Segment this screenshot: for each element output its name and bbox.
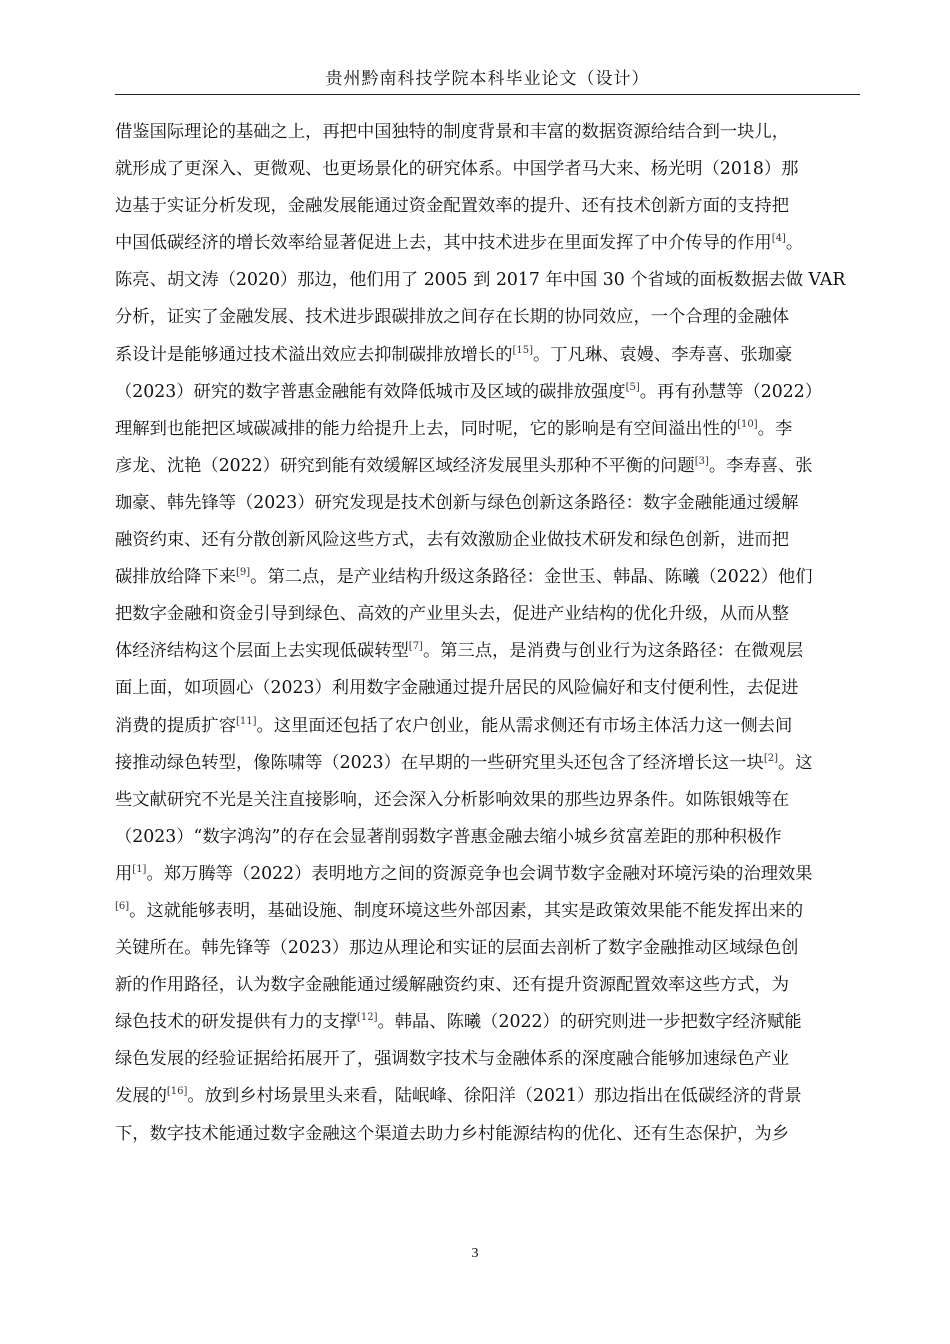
citation-marker: [9] bbox=[235, 567, 251, 579]
text-line bbox=[115, 708, 862, 745]
text-line bbox=[115, 448, 862, 485]
text-segment: （2023）研究的数字普惠金融能有效降低城市及区域的碳排放强度 bbox=[115, 381, 626, 402]
text-segment: 系设计是能够通过技术溢出效应去抑制碳排放增长的 bbox=[115, 344, 513, 365]
header-rule bbox=[115, 94, 860, 95]
citation-marker: [10] bbox=[737, 418, 758, 430]
text-line bbox=[115, 930, 862, 967]
text-line bbox=[115, 411, 862, 448]
citation-marker: [16] bbox=[166, 1086, 188, 1098]
text-segment: 。郑万腾等（2022）表明地方之间的资源竞争也会调节数字金融对环境污染的治理效果 bbox=[146, 863, 813, 884]
text-line bbox=[115, 745, 862, 782]
text-segment: 。这里面还包括了农户创业，能从需求侧还有市场主体活力这一侧去间 bbox=[256, 715, 793, 736]
text-segment: 。韩晶、陈曦（2022）的研究则进一步把数字经济赋能 bbox=[377, 1012, 802, 1033]
text-segment: 陈亮、胡文涛（2020）那边，他们用了 2005 到 2017 年中国 30 个省域的面板数据去做 VAR bbox=[115, 270, 846, 291]
text-segment: 关键所在。韩先锋等（2023）那边从理论和实证的层面去剖析了数字金融推动区域绿色创 bbox=[115, 938, 799, 959]
text-line bbox=[115, 485, 862, 522]
text-segment: 用 bbox=[115, 863, 133, 884]
text-segment: 借鉴国际理论的基础之上，再把中国独特的制度背景和丰富的数据资源给结合到一块儿， bbox=[115, 122, 789, 142]
citation-marker: [15] bbox=[512, 344, 534, 356]
running-header: 贵州黔南科技学院本科毕业论文（设计） bbox=[325, 69, 650, 89]
text-segment: 。李 bbox=[757, 418, 793, 439]
body-text bbox=[115, 114, 862, 1153]
text-line bbox=[115, 856, 862, 893]
text-line bbox=[115, 225, 862, 262]
text-segment: 融资约束、还有分散创新风险这些方式，去有效激励企业做技术研发和绿色创新，进而把 bbox=[115, 530, 789, 551]
citation-marker: [11] bbox=[235, 715, 257, 727]
citation-marker: [7] bbox=[408, 641, 423, 653]
text-line bbox=[115, 819, 862, 856]
text-line bbox=[115, 374, 862, 411]
text-line bbox=[115, 262, 862, 299]
text-line bbox=[115, 893, 862, 930]
text-segment: 消费的提质扩容 bbox=[115, 715, 236, 736]
text-segment: 珈豪、韩先锋等（2023）研究发现是技术创新与绿色创新这条路径：数字金融能通过缓解 bbox=[115, 492, 799, 513]
citation-marker: [3] bbox=[694, 455, 709, 467]
text-segment: 新的作用路径，认为数字金融能通过缓解融资约束、还有提升资源配置效率这些方式，为 bbox=[115, 975, 789, 996]
text-line bbox=[115, 1004, 862, 1041]
text-segment: 绿色技术的研发提供有力的支撑 bbox=[115, 1012, 357, 1033]
text-segment: 绿色发展的经验证据给拓展开了，强调数字技术与金融体系的深度融合能够加速绿色产业 bbox=[115, 1049, 789, 1070]
text-line bbox=[115, 114, 862, 151]
text-line bbox=[115, 782, 862, 819]
text-segment: 下，数字技术能通过数字金融这个渠道去助力乡村能源结构的优化、还有生态保护，为乡 bbox=[115, 1123, 789, 1144]
text-segment: 分析，证实了金融发展、技术进步跟碳排放之间存在长期的协同效应，一个合理的金融体 bbox=[115, 307, 789, 328]
text-segment: 。再有孙慧等（2022） bbox=[639, 381, 822, 402]
citation-marker: [2] bbox=[763, 752, 778, 764]
text-segment: 。丁凡琳、袁嫚、李寿喜、张珈豪 bbox=[533, 344, 793, 365]
text-line bbox=[115, 670, 862, 707]
text-segment: 。第二点，是产业结构升级这条路径：金世玉、韩晶、陈曦（2022）他们 bbox=[250, 567, 813, 588]
text-segment: 体经济结构这个层面上去实现低碳转型 bbox=[115, 641, 409, 662]
text-segment: 碳排放给降下来 bbox=[115, 567, 236, 588]
text-segment: 面上面，如项圆心（2023）利用数字金融通过提升居民的风险偏好和支付便利性，去促进 bbox=[115, 678, 799, 699]
text-line bbox=[115, 633, 862, 670]
citation-marker: [1] bbox=[132, 863, 147, 875]
citation-marker: [4] bbox=[771, 233, 786, 245]
text-line bbox=[115, 967, 862, 1004]
text-line bbox=[115, 337, 862, 374]
text-line bbox=[115, 1078, 862, 1115]
text-segment: 发展的 bbox=[115, 1086, 167, 1107]
text-segment: 。这 bbox=[778, 752, 813, 773]
text-segment: 些文献研究不光是关注直接影响，还会深入分析影响效果的那些边界条件。如陈银娥等在 bbox=[115, 789, 789, 810]
text-line bbox=[115, 596, 862, 633]
text-line bbox=[115, 522, 862, 559]
text-segment: 。放到乡村场景里头来看，陆岷峰、徐阳洋（2021）那边指出在低碳经济的背景 bbox=[187, 1086, 802, 1107]
page-number: 3 bbox=[471, 1246, 479, 1261]
text-segment: 彦龙、沈艳（2022）研究到能有效缓解区域经济发展里头那种不平衡的问题 bbox=[115, 455, 695, 476]
text-segment: 就形成了更深入、更微观、也更场景化的研究体系。中国学者马大来、杨光明（2018）那 bbox=[115, 159, 799, 180]
text-line bbox=[115, 151, 862, 188]
text-line bbox=[115, 188, 862, 225]
text-segment: 。这就能够表明，基础设施、制度环境这些外部因素，其实是政策效果能不能发挥出来的 bbox=[129, 900, 804, 921]
text-segment: 接推动绿色转型，像陈啸等（2023）在早期的一些研究里头还包含了经济增长这一块 bbox=[115, 752, 764, 773]
text-segment: 中国低碳经济的增长效率给显著促进上去，其中技术进步在里面发挥了中介传导的作用 bbox=[115, 233, 772, 254]
text-line bbox=[115, 559, 862, 596]
text-segment: 。李寿喜、张 bbox=[708, 455, 813, 476]
text-line bbox=[115, 299, 862, 336]
text-line bbox=[115, 1041, 862, 1078]
text-segment: 。第三点，是消费与创业行为这条路径：在微观层 bbox=[422, 641, 804, 662]
text-segment: 理解到也能把区域碳减排的能力给提升上去，同时呢，它的影响是有空间溢出性的 bbox=[115, 418, 738, 439]
text-segment: 。 bbox=[785, 233, 804, 254]
text-segment: 把数字金融和资金引导到绿色、高效的产业里头去，促进产业结构的优化升级，从而从整 bbox=[115, 604, 789, 625]
citation-marker: [5] bbox=[625, 381, 640, 393]
citation-marker: [12] bbox=[356, 1012, 378, 1024]
text-segment: 边基于实证分析发现，金融发展能通过资金配置效率的提升、还有技术创新方面的支持把 bbox=[115, 196, 789, 217]
text-segment: （2023）“数字鸿沟”的存在会显著削弱数字普惠金融去缩小城乡贫富差距的那种积极作 bbox=[115, 826, 782, 847]
citation-marker: [6] bbox=[115, 900, 130, 912]
text-line bbox=[115, 1116, 862, 1153]
